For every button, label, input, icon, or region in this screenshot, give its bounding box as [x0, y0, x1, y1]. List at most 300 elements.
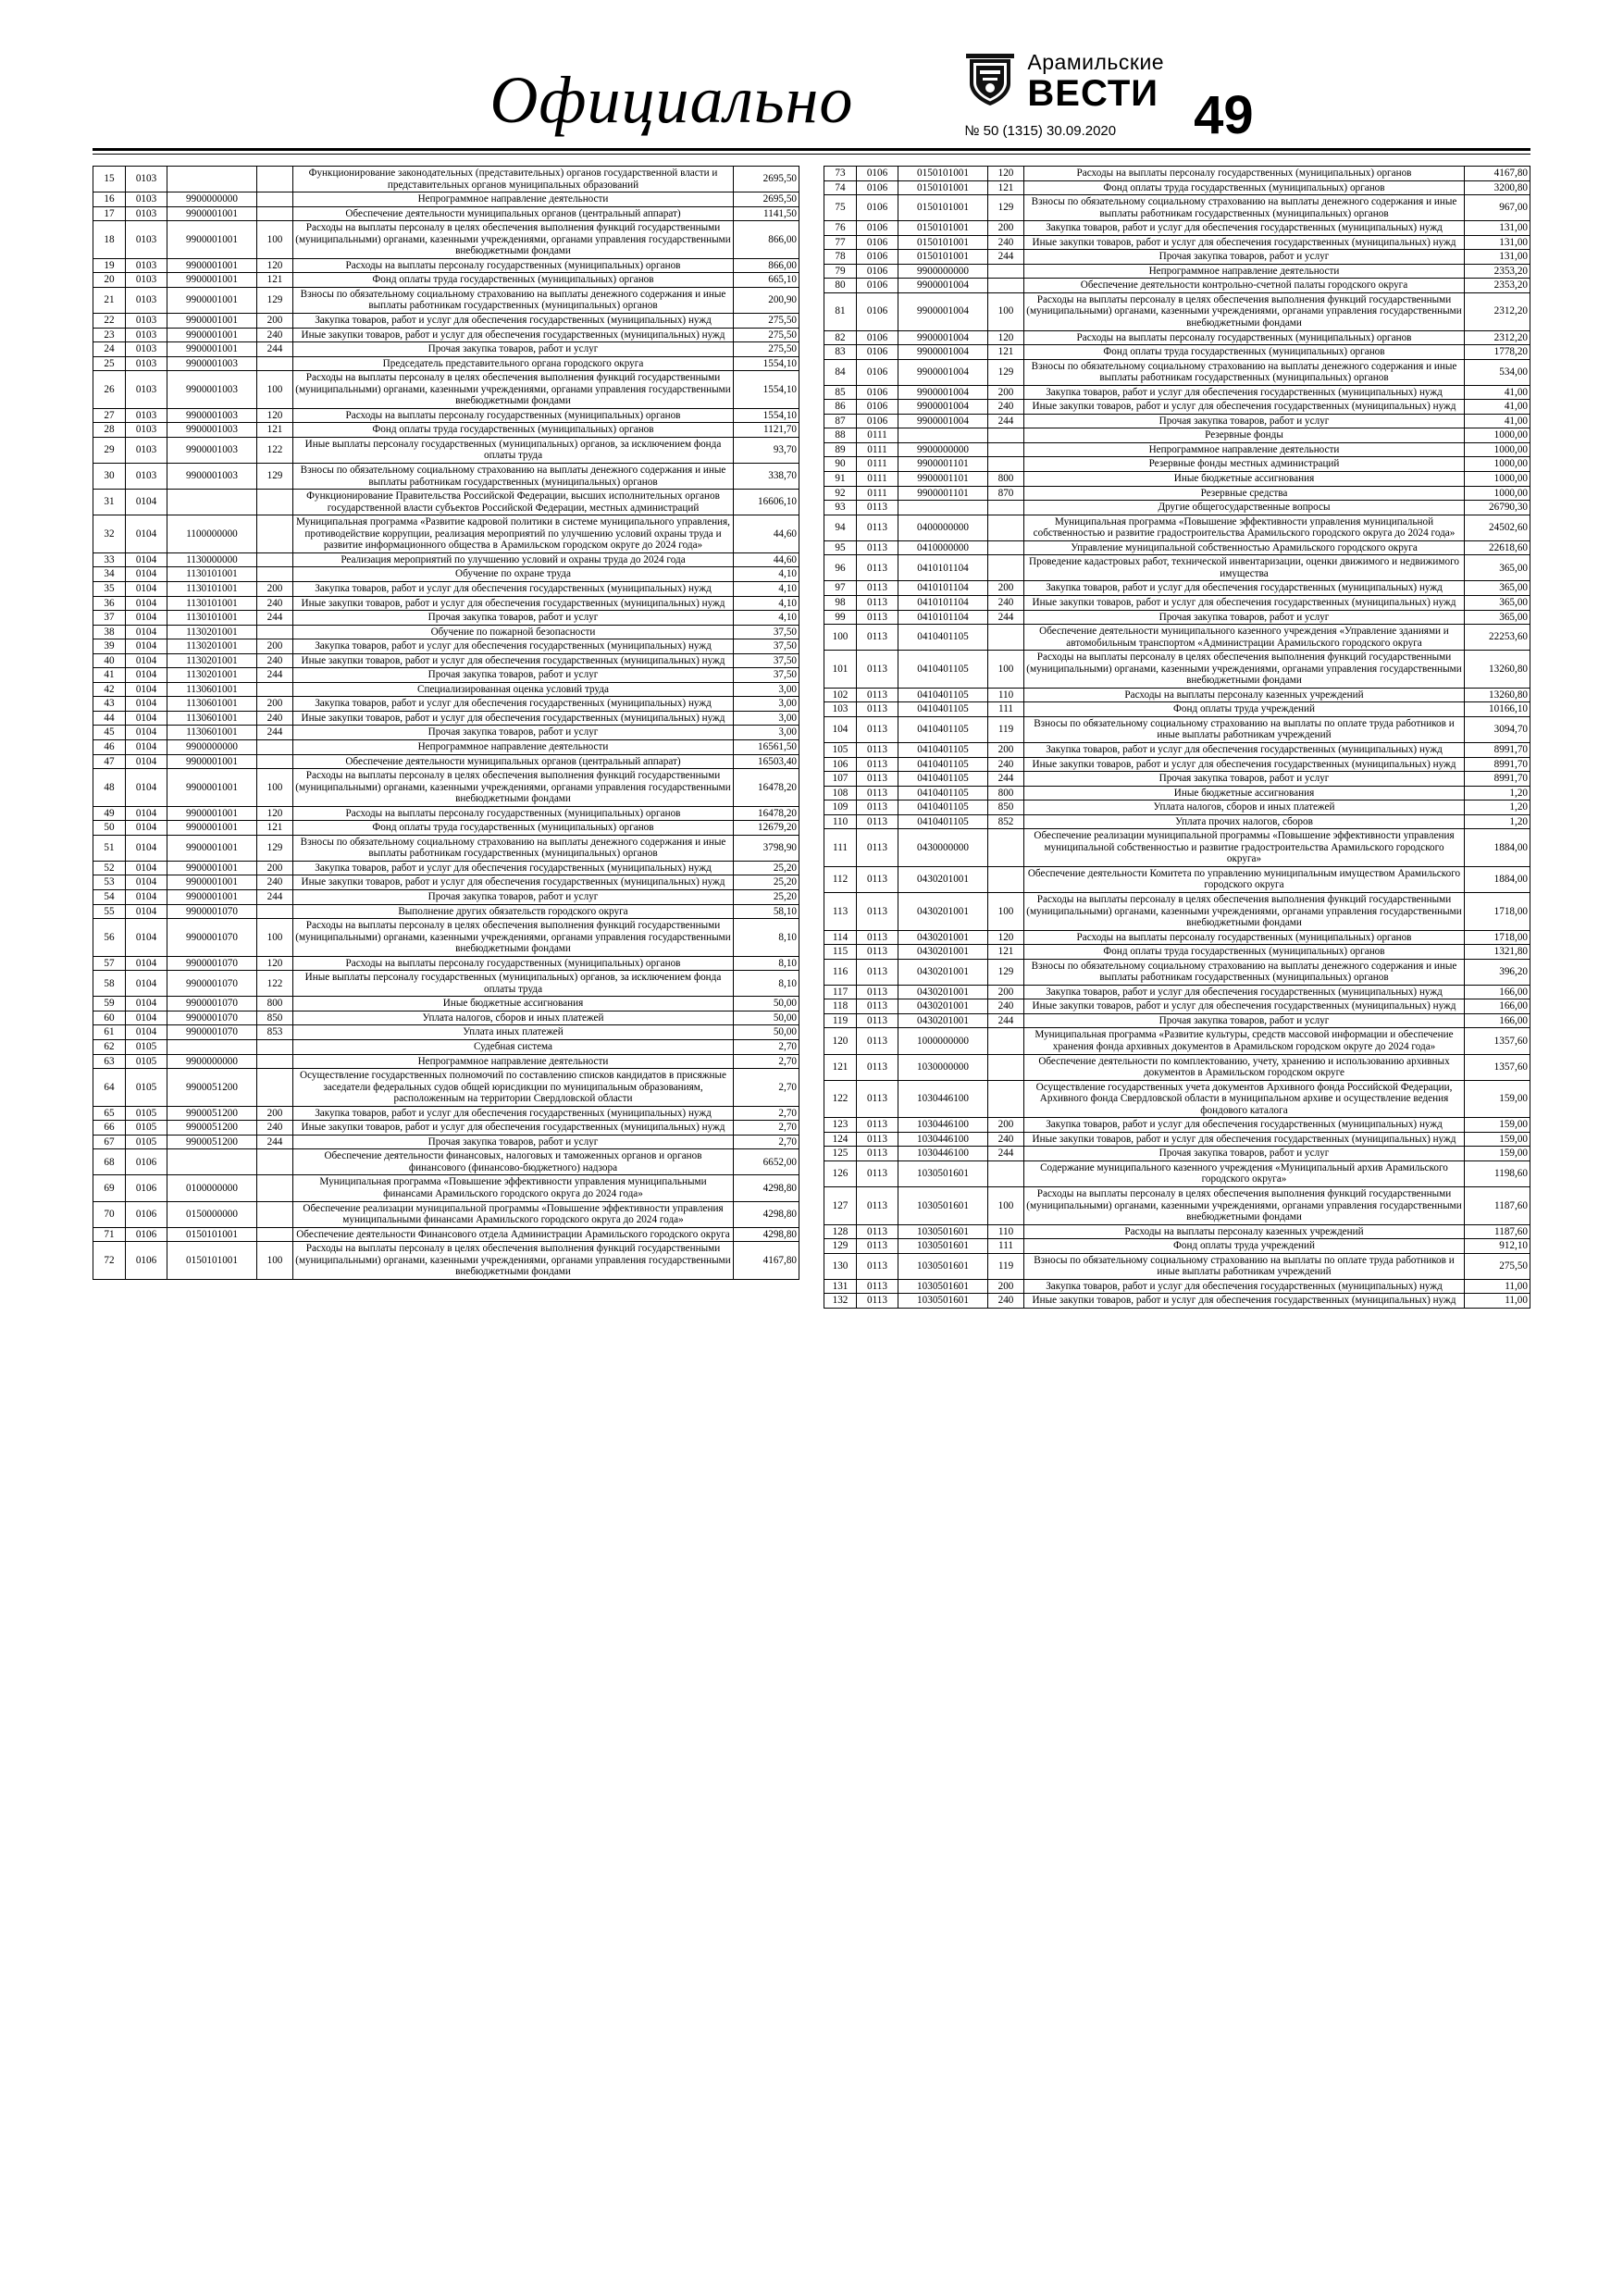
- row-number: 107: [824, 772, 857, 787]
- section-code: 0113: [857, 540, 898, 555]
- expense-type-code: 129: [988, 959, 1024, 985]
- row-number: 58: [93, 971, 126, 997]
- table-row: [824, 555, 1530, 581]
- row-amount: 1718,00: [1465, 930, 1530, 945]
- section-code: 0104: [126, 821, 167, 836]
- target-code: 1130601001: [167, 711, 257, 726]
- section-code: 0106: [857, 167, 898, 181]
- section-code: 0104: [126, 552, 167, 567]
- row-number: 131: [824, 1279, 857, 1294]
- table-row: [824, 959, 1530, 985]
- row-amount: 4167,80: [734, 1242, 799, 1280]
- row-name: Фонд оплаты труда учреждений: [1024, 702, 1465, 717]
- row-number: 94: [824, 515, 857, 540]
- row-amount: 275,50: [734, 342, 799, 357]
- section-code: 0113: [857, 1147, 898, 1161]
- table-row: [93, 697, 799, 712]
- row-name: Содержание муниципального казенного учреждения «Муниципальный архив Арамильского городского округа»: [1024, 1160, 1465, 1186]
- row-amount: 275,50: [1465, 1253, 1530, 1279]
- row-amount: 16606,10: [734, 490, 799, 515]
- table-row: [93, 997, 799, 1011]
- target-code: 0150101001: [898, 180, 988, 195]
- table-row: [93, 192, 799, 207]
- target-code: 1030501601: [898, 1239, 988, 1254]
- expense-type-code: [257, 1054, 293, 1069]
- expense-type-code: [257, 1201, 293, 1227]
- expense-type-code: 100: [988, 651, 1024, 689]
- publication-logo: [964, 52, 1164, 112]
- row-name: Прочая закупка товаров, работ и услуг: [293, 611, 734, 626]
- row-amount: 22253,60: [1465, 625, 1530, 651]
- section-code: 0103: [126, 371, 167, 409]
- section-code: 0106: [126, 1227, 167, 1242]
- expense-type-code: [257, 1227, 293, 1242]
- section-code: 0104: [126, 711, 167, 726]
- table-row: [93, 464, 799, 490]
- expense-type-code: 100: [257, 919, 293, 957]
- section-code: 0106: [857, 180, 898, 195]
- section-code: 0113: [857, 1160, 898, 1186]
- section-code: 0103: [126, 423, 167, 438]
- expense-type-code: [988, 555, 1024, 581]
- table-row: [93, 314, 799, 329]
- table-row: [824, 1080, 1530, 1118]
- table-row: [824, 945, 1530, 960]
- target-code: 0410101104: [898, 610, 988, 625]
- row-amount: 1187,60: [1465, 1224, 1530, 1239]
- row-name: Расходы на выплаты персоналу в целях обеспечения выполнения функций государственными (муниципальными) органами, казенными учреждениями, органами управления государственными внебюджетными фондами: [1024, 892, 1465, 930]
- row-name: Взносы по обязательному социальному страхованию на выплаты по оплате труда работников и иные выплаты работникам учреждений: [1024, 1253, 1465, 1279]
- table-row: [93, 552, 799, 567]
- expense-type-code: 120: [988, 330, 1024, 345]
- row-amount: 338,70: [734, 464, 799, 490]
- target-code: 1130101001: [167, 567, 257, 582]
- row-amount: 4,10: [734, 611, 799, 626]
- row-number: 36: [93, 596, 126, 611]
- expense-type-code: 850: [257, 1011, 293, 1025]
- section-code: 0113: [857, 1054, 898, 1080]
- section-code: 0104: [126, 835, 167, 861]
- row-name: Проведение кадастровых работ, технической инвентаризации, оценки движимого и недвижимого имущества: [1024, 555, 1465, 581]
- row-amount: 41,00: [1465, 414, 1530, 428]
- target-code: 9900001070: [167, 1025, 257, 1040]
- table-row: [824, 702, 1530, 717]
- row-name: Председатель представительного органа городского округа: [293, 356, 734, 371]
- expense-type-code: [257, 206, 293, 221]
- expense-type-code: 120: [988, 930, 1024, 945]
- table-row: [824, 330, 1530, 345]
- target-code: 1030501601: [898, 1294, 988, 1309]
- expense-type-code: 240: [988, 1132, 1024, 1147]
- target-code: 1130601001: [167, 682, 257, 697]
- row-name: Иные закупки товаров, работ и услуг для обеспечения государственных (муниципальных) нужд: [1024, 400, 1465, 415]
- row-amount: 2,70: [734, 1121, 799, 1136]
- row-amount: 1778,20: [1465, 345, 1530, 360]
- row-name: Обеспечение деятельности по комплектованию, учету, хранению и использованию архивных документов в Арамильском городском округе: [1024, 1054, 1465, 1080]
- row-number: 55: [93, 904, 126, 919]
- row-number: 74: [824, 180, 857, 195]
- row-number: 125: [824, 1147, 857, 1161]
- target-code: 1130101001: [167, 611, 257, 626]
- row-amount: 8,10: [734, 971, 799, 997]
- row-amount: 8,10: [734, 956, 799, 971]
- row-number: 132: [824, 1294, 857, 1309]
- row-name: Закупка товаров, работ и услуг для обеспечения государственных (муниципальных) нужд: [1024, 221, 1465, 236]
- table-row: [93, 739, 799, 754]
- expense-type-code: 200: [988, 581, 1024, 596]
- table-row: [93, 437, 799, 463]
- section-code: 0106: [857, 235, 898, 250]
- expense-type-code: 122: [257, 971, 293, 997]
- row-amount: 534,00: [1465, 359, 1530, 385]
- row-name: Прочая закупка товаров, работ и услуг: [293, 726, 734, 740]
- table-row: [93, 1135, 799, 1149]
- target-code: 1130601001: [167, 726, 257, 740]
- row-amount: 1000,00: [1465, 472, 1530, 487]
- expense-type-code: 244: [988, 414, 1024, 428]
- target-code: [167, 1149, 257, 1175]
- row-name: Прочая закупка товаров, работ и услуг: [1024, 1147, 1465, 1161]
- expense-type-code: [988, 515, 1024, 540]
- section-code: 0103: [126, 258, 167, 273]
- section-code: 0111: [857, 472, 898, 487]
- target-code: 9900001004: [898, 400, 988, 415]
- table-row: [824, 501, 1530, 515]
- section-code: 0105: [126, 1135, 167, 1149]
- row-number: 35: [93, 581, 126, 596]
- expense-type-code: [257, 754, 293, 769]
- table-row: [824, 1054, 1530, 1080]
- table-row: [93, 1106, 799, 1121]
- table-row: [93, 581, 799, 596]
- row-name: Фонд оплаты труда государственных (муниципальных) органов: [1024, 945, 1465, 960]
- row-number: 106: [824, 757, 857, 772]
- section-code: 0104: [126, 956, 167, 971]
- expense-type-code: 200: [257, 314, 293, 329]
- section-code: 0104: [126, 726, 167, 740]
- row-amount: 1,20: [1465, 800, 1530, 815]
- row-number: 126: [824, 1160, 857, 1186]
- row-amount: 37,50: [734, 653, 799, 668]
- header-divider: [93, 148, 1530, 155]
- table-row: [824, 457, 1530, 472]
- section-code: 0113: [857, 1224, 898, 1239]
- row-name: Взносы по обязательному социальному страхованию на выплаты денежного содержания и иные выплаты работникам государственных (муниципальных) органов: [1024, 959, 1465, 985]
- expense-type-code: 244: [257, 889, 293, 904]
- row-number: 108: [824, 786, 857, 800]
- row-amount: 41,00: [1465, 385, 1530, 400]
- target-code: 0430201001: [898, 892, 988, 930]
- row-amount: 8991,70: [1465, 742, 1530, 757]
- row-amount: 11,00: [1465, 1294, 1530, 1309]
- row-number: 118: [824, 999, 857, 1014]
- section-code: 0111: [857, 486, 898, 501]
- row-name: Уплата иных платежей: [293, 1025, 734, 1040]
- section-code: 0104: [126, 1025, 167, 1040]
- target-code: 9900001003: [167, 437, 257, 463]
- target-code: 9900001070: [167, 919, 257, 957]
- expense-type-code: 240: [257, 596, 293, 611]
- table-row: [824, 515, 1530, 540]
- row-amount: 1884,00: [1465, 829, 1530, 867]
- table-row: [93, 1025, 799, 1040]
- section-code: 0104: [126, 806, 167, 821]
- section-code: 0106: [857, 400, 898, 415]
- row-amount: 2353,20: [1465, 279, 1530, 293]
- table-row: [824, 892, 1530, 930]
- target-code: 1130101001: [167, 596, 257, 611]
- row-number: 16: [93, 192, 126, 207]
- section-code: 0103: [126, 192, 167, 207]
- content-columns: [0, 155, 1623, 1309]
- row-amount: 1141,50: [734, 206, 799, 221]
- row-amount: 3,00: [734, 711, 799, 726]
- row-number: 99: [824, 610, 857, 625]
- table-row: [824, 195, 1530, 221]
- section-code: 0104: [126, 639, 167, 654]
- row-name: Непрограммное направление деятельности: [293, 739, 734, 754]
- page-number: 49: [1194, 85, 1254, 145]
- table-row: [824, 1239, 1530, 1254]
- table-row: [93, 258, 799, 273]
- section-code: 0104: [126, 997, 167, 1011]
- table-row: [824, 400, 1530, 415]
- table-row: [824, 279, 1530, 293]
- row-number: 78: [824, 250, 857, 265]
- target-code: 9900001004: [898, 292, 988, 330]
- expense-type-code: 200: [257, 581, 293, 596]
- expense-type-code: 121: [988, 180, 1024, 195]
- table-row: [824, 786, 1530, 800]
- row-number: 27: [93, 408, 126, 423]
- row-name: Уплата прочих налогов, сборов: [1024, 814, 1465, 829]
- table-row: [93, 342, 799, 357]
- target-code: 0410401105: [898, 716, 988, 742]
- row-name: Расходы на выплаты персоналу государственных (муниципальных) органов: [1024, 330, 1465, 345]
- target-code: 0100000000: [167, 1175, 257, 1201]
- expense-type-code: 129: [257, 287, 293, 313]
- row-name: Обеспечение деятельности Финансового отдела Администрации Арамильского городского округа: [293, 1227, 734, 1242]
- row-number: 72: [93, 1242, 126, 1280]
- expense-type-code: 110: [988, 688, 1024, 702]
- section-code: 0105: [126, 1040, 167, 1055]
- row-number: 115: [824, 945, 857, 960]
- row-name: Иные выплаты персоналу государственных (муниципальных) органов, за исключением фонда оплаты труда: [293, 971, 734, 997]
- row-name: Взносы по обязательному социальному страхованию на выплаты денежного содержания и иные выплаты работникам государственных (муниципальных) органов: [1024, 359, 1465, 385]
- row-name: Закупка товаров, работ и услуг для обеспечения государственных (муниципальных) нужд: [293, 861, 734, 875]
- section-code: 0106: [857, 292, 898, 330]
- issue-info: № 50 (1315) 30.09.2020: [964, 123, 1117, 139]
- table-row: [93, 625, 799, 639]
- target-code: [167, 167, 257, 192]
- expense-type-code: [257, 625, 293, 639]
- target-code: 0410401105: [898, 625, 988, 651]
- expense-type-code: 244: [257, 1135, 293, 1149]
- row-number: 85: [824, 385, 857, 400]
- expense-type-code: 200: [257, 861, 293, 875]
- row-number: 110: [824, 814, 857, 829]
- section-code: 0105: [126, 1121, 167, 1136]
- section-code: 0103: [126, 356, 167, 371]
- target-code: 1030501601: [898, 1224, 988, 1239]
- row-name: Расходы на выплаты персоналу в целях обеспечения выполнения функций государственными (муниципальными) органами, казенными учреждениями, органами управления государственными внебюджетными фондами: [293, 769, 734, 807]
- row-number: 114: [824, 930, 857, 945]
- expense-type-code: 853: [257, 1025, 293, 1040]
- row-number: 37: [93, 611, 126, 626]
- table-row: [824, 757, 1530, 772]
- table-row: [93, 515, 799, 553]
- target-code: 0150101001: [167, 1227, 257, 1242]
- target-code: 9900001070: [167, 1011, 257, 1025]
- expense-type-code: [988, 540, 1024, 555]
- row-number: 42: [93, 682, 126, 697]
- section-code: 0113: [857, 999, 898, 1014]
- target-code: 0150101001: [898, 221, 988, 236]
- target-code: 1030446100: [898, 1118, 988, 1133]
- section-code: 0104: [126, 625, 167, 639]
- row-amount: 4298,80: [734, 1227, 799, 1242]
- row-number: 75: [824, 195, 857, 221]
- row-number: 15: [93, 167, 126, 192]
- expense-type-code: 129: [257, 464, 293, 490]
- row-amount: 967,00: [1465, 195, 1530, 221]
- expense-type-code: 244: [988, 250, 1024, 265]
- row-amount: 1000,00: [1465, 428, 1530, 443]
- section-code: 0103: [126, 408, 167, 423]
- section-code: 0104: [126, 1011, 167, 1025]
- row-number: 96: [824, 555, 857, 581]
- target-code: 9900001001: [167, 314, 257, 329]
- target-code: 9900001001: [167, 806, 257, 821]
- target-code: 0410101104: [898, 555, 988, 581]
- row-amount: 131,00: [1465, 221, 1530, 236]
- target-code: 0150101001: [898, 195, 988, 221]
- target-code: 9900001001: [167, 861, 257, 875]
- row-number: 19: [93, 258, 126, 273]
- row-amount: 44,60: [734, 515, 799, 553]
- expense-type-code: [257, 904, 293, 919]
- section-code: 0113: [857, 892, 898, 930]
- row-number: 32: [93, 515, 126, 553]
- section-code: 0104: [126, 567, 167, 582]
- row-number: 24: [93, 342, 126, 357]
- expense-type-code: [988, 501, 1024, 515]
- expense-type-code: 200: [257, 697, 293, 712]
- row-name: Расходы на выплаты персоналу в целях обеспечения выполнения функций государственными (муниципальными) органами, казенными учреждениями, органами управления государственными внебюджетными фондами: [293, 1242, 734, 1280]
- row-amount: 13260,80: [1465, 688, 1530, 702]
- row-number: 60: [93, 1011, 126, 1025]
- row-number: 62: [93, 1040, 126, 1055]
- row-number: 56: [93, 919, 126, 957]
- row-name: Судебная система: [293, 1040, 734, 1055]
- row-name: Иные закупки товаров, работ и услуг для обеспечения государственных (муниципальных) нужд: [293, 875, 734, 890]
- table-row: [824, 1028, 1530, 1054]
- section-code: 0113: [857, 742, 898, 757]
- row-number: 86: [824, 400, 857, 415]
- target-code: 9900001001: [167, 221, 257, 259]
- expense-type-code: [257, 739, 293, 754]
- row-number: 88: [824, 428, 857, 443]
- row-name: Муниципальная программа «Развитие культуры, средств массовой информации и обеспечение хранения фонда архивных документов в Арамильском городском округе до 2024 года»: [1024, 1028, 1465, 1054]
- row-name: Иные закупки товаров, работ и услуг для обеспечения государственных (муниципальных) нужд: [1024, 595, 1465, 610]
- row-number: 18: [93, 221, 126, 259]
- expense-type-code: [257, 515, 293, 553]
- target-code: 9900051200: [167, 1069, 257, 1107]
- expense-type-code: [257, 552, 293, 567]
- section-code: 0113: [857, 772, 898, 787]
- expense-type-code: 200: [257, 639, 293, 654]
- row-number: 84: [824, 359, 857, 385]
- row-name: Обучение по пожарной безопасности: [293, 625, 734, 639]
- section-code: 0113: [857, 595, 898, 610]
- row-amount: 2,70: [734, 1040, 799, 1055]
- section-code: 0113: [857, 1028, 898, 1054]
- target-code: 0430201001: [898, 985, 988, 999]
- row-name: Прочая закупка товаров, работ и услуг: [1024, 610, 1465, 625]
- row-number: 120: [824, 1028, 857, 1054]
- expense-type-code: 240: [257, 875, 293, 890]
- table-row: [93, 711, 799, 726]
- row-name: Иные закупки товаров, работ и услуг для обеспечения государственных (муниципальных) нужд: [1024, 999, 1465, 1014]
- row-name: Расходы на выплаты персоналу в целях обеспечения выполнения функций государственными (муниципальными) органами, казенными учреждениями, органами управления государственными внебюджетными фондами: [293, 221, 734, 259]
- row-amount: 50,00: [734, 1025, 799, 1040]
- section-code: 0106: [857, 330, 898, 345]
- section-code: 0103: [126, 342, 167, 357]
- section-code: 0106: [857, 279, 898, 293]
- section-code: 0103: [126, 206, 167, 221]
- row-amount: 159,00: [1465, 1080, 1530, 1118]
- row-name: Иные выплаты персоналу государственных (муниципальных) органов, за исключением фонда оплаты труда: [293, 437, 734, 463]
- row-number: 100: [824, 625, 857, 651]
- target-code: 1130201001: [167, 625, 257, 639]
- row-number: 76: [824, 221, 857, 236]
- section-code: 0106: [857, 359, 898, 385]
- target-code: 9900001001: [167, 273, 257, 288]
- row-name: Специализированная оценка условий труда: [293, 682, 734, 697]
- table-row: [93, 835, 799, 861]
- expense-type-code: 200: [988, 1118, 1024, 1133]
- expense-type-code: 120: [988, 167, 1024, 181]
- table-row: [93, 287, 799, 313]
- table-row: [824, 221, 1530, 236]
- row-amount: 16561,50: [734, 739, 799, 754]
- logo-line-2: ВЕСТИ: [1027, 73, 1159, 114]
- table-row: [93, 1149, 799, 1175]
- row-amount: 22618,60: [1465, 540, 1530, 555]
- expense-type-code: 111: [988, 702, 1024, 717]
- table-row: [93, 596, 799, 611]
- row-amount: 200,90: [734, 287, 799, 313]
- table-row: [824, 250, 1530, 265]
- row-amount: 2,70: [734, 1106, 799, 1121]
- target-code: 9900001101: [898, 457, 988, 472]
- section-code: 0113: [857, 959, 898, 985]
- row-number: 29: [93, 437, 126, 463]
- table-row: [824, 688, 1530, 702]
- target-code: 1030501601: [898, 1160, 988, 1186]
- row-name: Резервные средства: [1024, 486, 1465, 501]
- expense-type-code: 129: [988, 359, 1024, 385]
- table-row: [824, 292, 1530, 330]
- row-number: 116: [824, 959, 857, 985]
- row-name: Закупка товаров, работ и услуг для обеспечения государственных (муниципальных) нужд: [1024, 1118, 1465, 1133]
- row-name: Иные бюджетные ассигнования: [1024, 472, 1465, 487]
- row-number: 109: [824, 800, 857, 815]
- table-row: [93, 1054, 799, 1069]
- target-code: 0410401105: [898, 742, 988, 757]
- row-amount: 275,50: [734, 314, 799, 329]
- target-code: 1130101001: [167, 581, 257, 596]
